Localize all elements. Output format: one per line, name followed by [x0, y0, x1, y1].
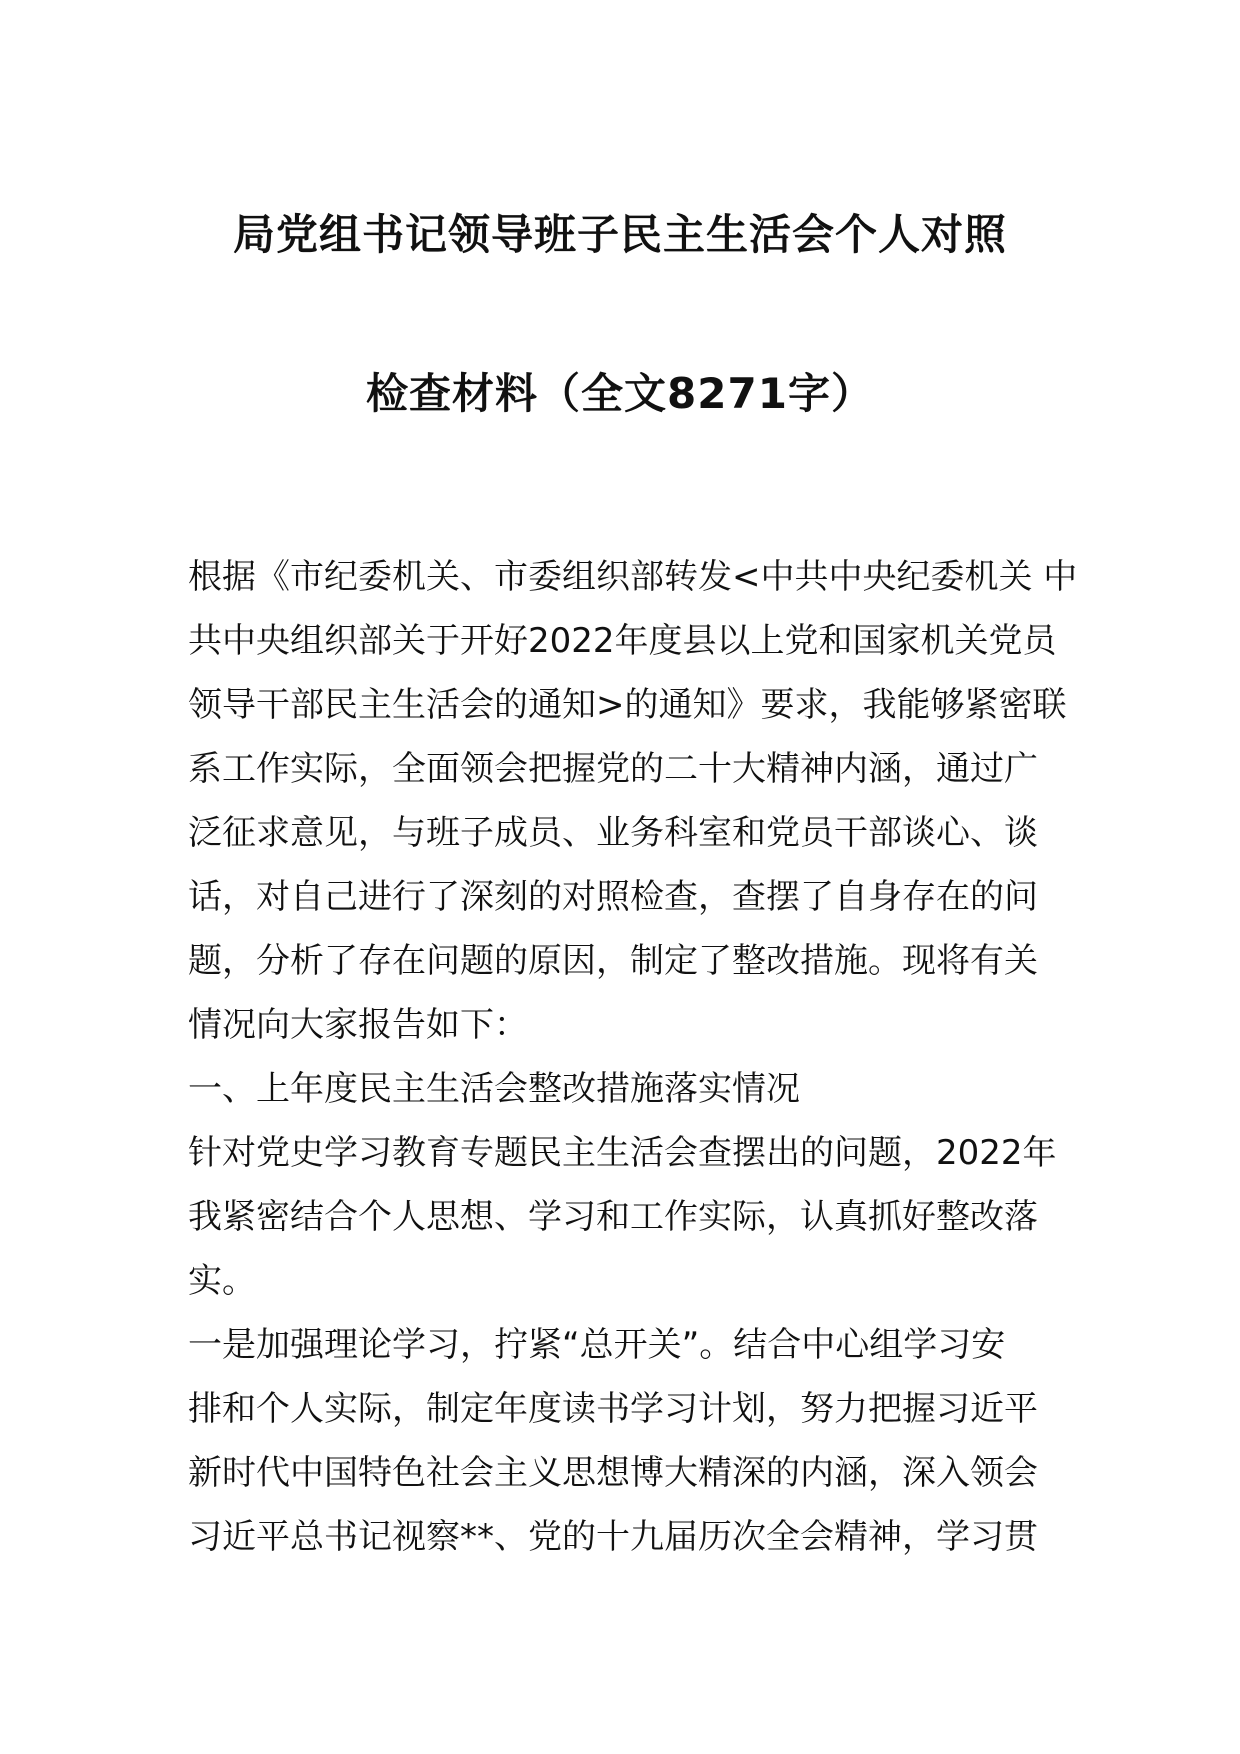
- body-line: 新时代中国特色社会主义思想博大精深的内涵，深入领会: [188, 1453, 1038, 1493]
- document-title-line-1: 局党组书记领导班子民主生活会个人对照: [232, 210, 1007, 259]
- body-line: 题，分析了存在问题的原因，制定了整改措施。现将有关: [188, 941, 1038, 981]
- body-line: 泛征求意见，与班子成员、业务科室和党员干部谈心、谈: [188, 813, 1038, 853]
- body-line: 情况向大家报告如下：: [188, 1005, 528, 1045]
- body-line: 话，对自己进行了深刻的对照检查，查摆了自身存在的问: [188, 877, 1038, 917]
- body-line: 排和个人实际，制定年度读书学习计划，努力把握习近平: [188, 1389, 1038, 1429]
- section-heading: 一、上年度民主生活会整改措施落实情况: [188, 1069, 800, 1109]
- body-line: 共中央组织部关于开好2022年度县以上党和国家机关党员: [188, 621, 1057, 661]
- body-line: 我紧密结合个人思想、学习和工作实际，认真抓好整改落: [188, 1197, 1038, 1237]
- body-line: 一是加强理论学习，拧紧“总开关”。结合中心组学习安: [188, 1325, 1006, 1365]
- body-line: 根据《市纪委机关、市委组织部转发<中共中央纪委机关 中: [188, 557, 1078, 597]
- body-line: 系工作实际，全面领会把握党的二十大精神内涵，通过广: [188, 749, 1038, 789]
- body-line: 实。: [188, 1261, 256, 1301]
- body-line: 针对党史学习教育专题民主生活会查摆出的问题，2022年: [188, 1133, 1057, 1173]
- document-title-line-2: 检查材料（全文8271字）: [366, 369, 874, 418]
- body-line: 领导干部民主生活会的通知>的通知》要求，我能够紧密联: [188, 685, 1067, 725]
- body-line: 习近平总书记视察**、党的十九届历次全会精神，学习贯: [188, 1517, 1038, 1557]
- document-body: [188, 545, 1078, 1569]
